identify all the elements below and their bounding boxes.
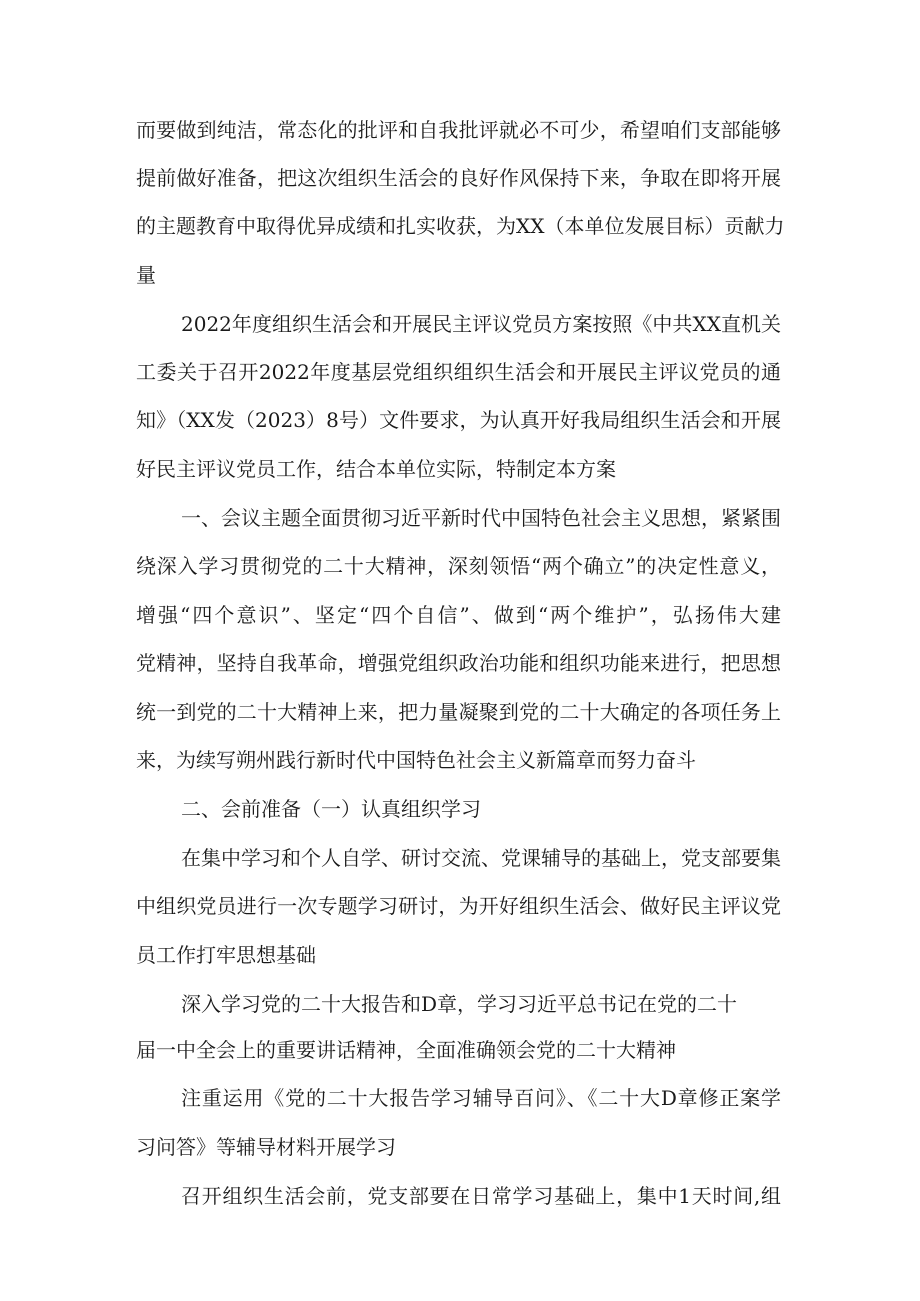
text-line: 好民主评议党员工作，结合本单位实际，特制定本方案 [136,457,616,481]
text-line: 一、会议主题全面贯彻习近平新时代中国特色社会主义思想，紧紧围 [181,506,781,530]
text-line: 提前做好准备，把这次组织生活会的良好作风保持下来，争取在即将开展 [136,166,781,190]
text-line: 知》（XX发（2023）8号）文件要求，为认真开好我局组织生活会和开展 [136,408,781,432]
text-line: 而要做到纯洁，常态化的批评和自我批评就必不可少，希望咱们支部能够 [136,118,781,142]
text-line: 注重运用《党的二十大报告学习辅导百问》、《二十大D章修正案学 [181,1086,781,1110]
text-line: 二、会前准备（一）认真组织学习 [181,797,481,821]
text-line: 增强“四个意识”、坚定“四个自信”、做到“两个维护”，弘扬伟大建 [136,603,781,627]
text-line: 召开组织生活会前，党支部要在日常学习基础上，集中1天时间,组 [181,1184,781,1208]
text-line: 深入学习党的二十大报告和D章，学习习近平总书记在党的二十 [181,992,738,1016]
text-line: 习问答》等辅导材料开展学习 [136,1135,396,1159]
text-line: 党精神，坚持自我革命，增强党组织政治功能和组织功能来进行，把思想 [136,651,781,675]
text-line: 届一中全会上的重要讲话精神，全面准确领会党的二十大精神 [136,1038,676,1062]
text-line: 的主题教育中取得优异成绩和扎实收获，为XX（本单位发展目标）贡献力 [136,214,785,238]
text-line: 在集中学习和个人自学、研讨交流、党课辅导的基础上，党支部要集 [181,846,781,870]
text-line: 中组织党员进行一次专题学习研讨，为开好组织生活会、做好民主评议党 [136,894,781,918]
text-line: 量 [136,263,156,287]
text-line: 2022年度组织生活会和开展民主评议党员方案按照《中共XX直机关 [181,312,781,336]
text-line: 统一到党的二十大精神上来，把力量凝聚到党的二十大确定的各项任务上 [136,700,781,724]
text-line: 绕深入学习贯彻党的二十大精神，深刻领悟“两个确立”的决定性意义， [136,554,781,578]
text-line: 工委关于召开2022年度基层党组织组织生活会和开展民主评议党员的通 [136,360,781,384]
text-line: 来，为续写朔州践行新时代中国特色社会主义新篇章而努力奋斗 [136,748,696,772]
text-line: 员工作打牢思想基础 [136,943,316,967]
